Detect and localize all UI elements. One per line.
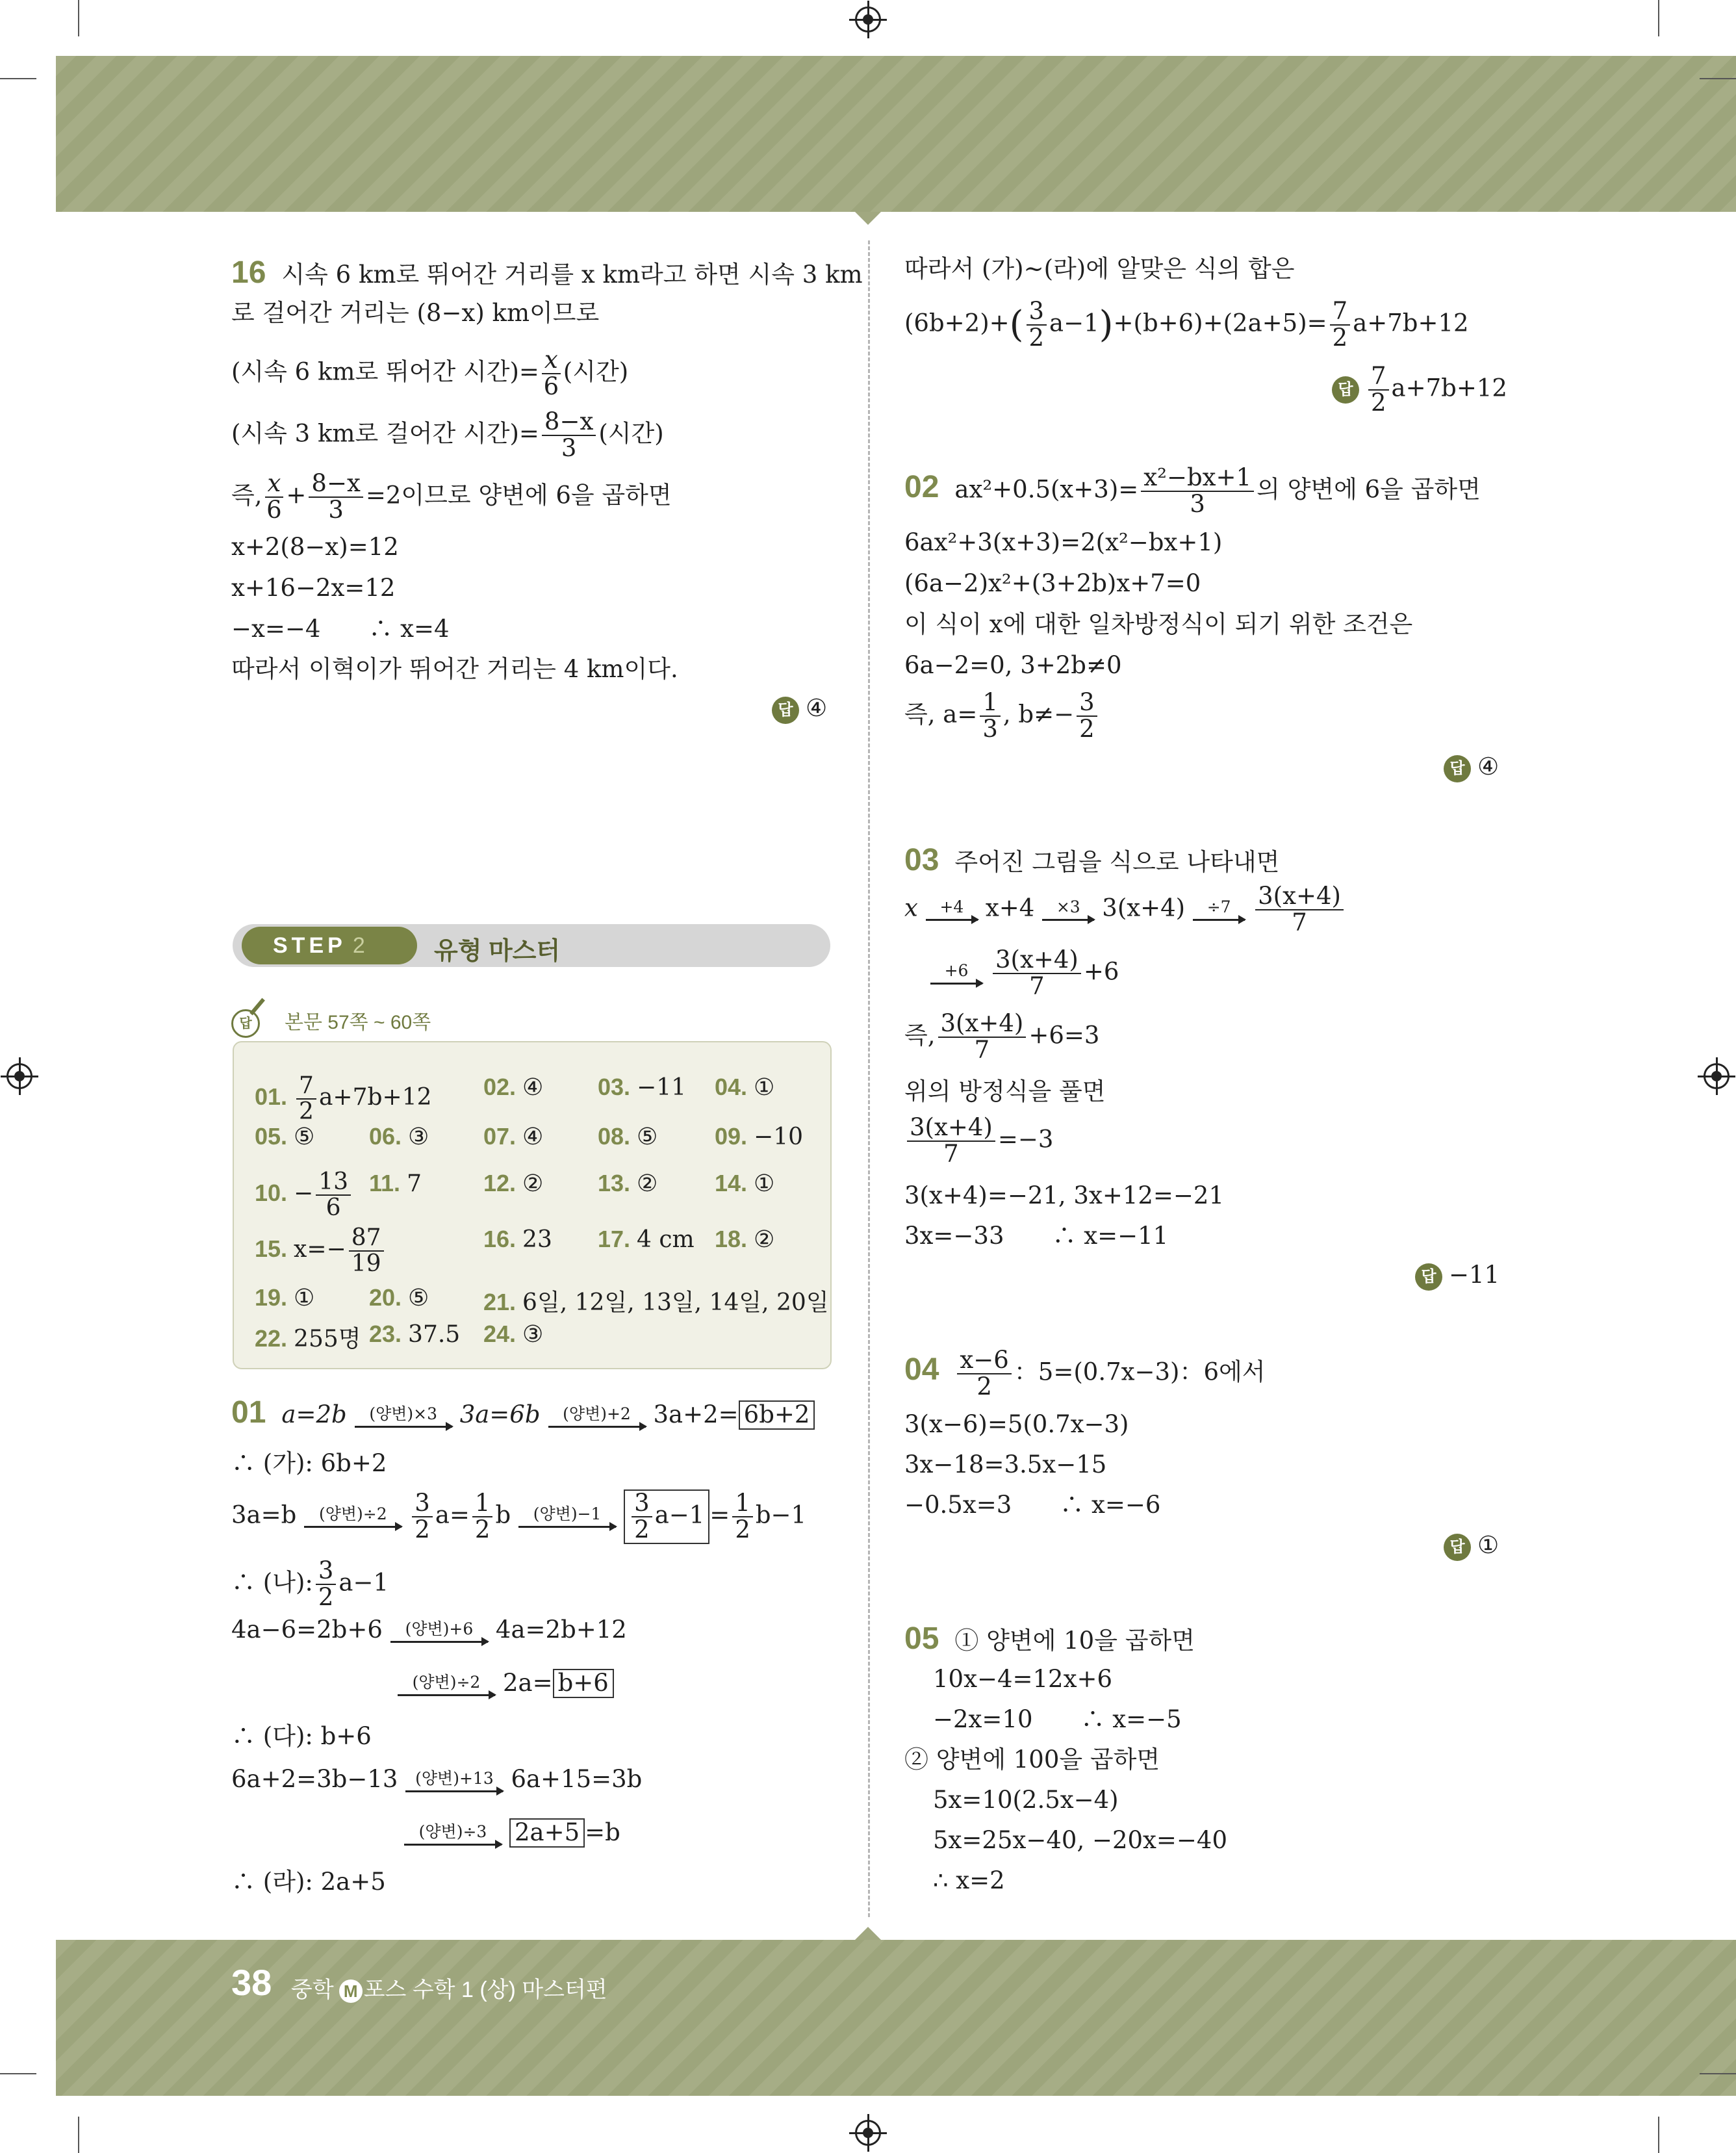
crop-mark [0,78,36,79]
answer-item: 08. ⑤ [598,1123,658,1150]
crop-mark [1700,78,1736,79]
answer-item: 22. 255명 [255,1325,361,1352]
problem-05-line4: ② 양변에 100을 곱하면 [904,1746,1160,1773]
problem-16-line5: 즉, $\frac{x}{6}$ + $\frac{8-x}{3}$ =2이므로 양변에 6을 곱하면 [231,469,672,524]
problem-05-line1: 05 ① 양변에 10을 곱하면 [904,1621,1195,1656]
problem-16-line9: 따라서 이혁이가 뛰어간 거리는 4 km이다. [231,655,678,683]
problem-16-line7: x+16−2x=12 [231,574,396,602]
registration-mark-icon [1704,1063,1730,1089]
book-title: 중학 M 포스 수학 1 (상) 마스터편 [291,1978,607,2002]
problem-03-line5: $\frac{3(x+4)}{7}$ =−3 [904,1115,1053,1167]
answer-item: 12. ② [483,1170,544,1197]
answer-item: 13. ② [598,1170,658,1197]
problem-16-line3: (시속 6 km로 뛰어간 시간)= $\frac{x}{6}$ (시간) [231,346,629,400]
problem-number: 16 [231,255,266,290]
answer-item: 23. 37.5 [369,1321,461,1348]
blank-box-ga: 6b+2 [739,1400,815,1430]
problem-01-answer: 답 $\frac{7}{2}$ a+7b+12 [1332,364,1507,416]
problem-02-line1: 02 ax²+0.5(x+3)= $\frac{\text{x²−bx+1}}{3}$ 의 양변에 6을 곱하면 [904,463,1481,518]
problem-16-line6: x+2(8−x)=12 [231,533,399,561]
answer-item: 07. ④ [483,1123,544,1150]
blank-box-da: b+6 [553,1669,614,1698]
problem-04-answer: 답 ① [1444,1531,1499,1561]
header-notch [855,212,881,225]
problem-04-line1: 04 $\frac{x-6}{2}$ ：5=(0.7x−3)：6에서 [904,1346,1266,1400]
page-reference: 본문 57쪽 ~ 60쪽 [285,1012,431,1033]
problem-03-line4: 위의 방정식을 풀면 [904,1077,1106,1105]
problem-03-line6: 3(x+4)=−21, 3x+12=−21 [904,1181,1225,1209]
blank-box-na: $\frac{3}{2}$ a−1 [624,1489,709,1544]
registration-mark-icon [6,1063,32,1089]
problem-16-line1: 16 시속 6 km로 뛰어간 거리를 x km라고 하면 시속 3 km [231,255,863,290]
answer-badge-icon: 답 [772,697,799,724]
column-divider [868,240,870,1917]
crop-mark [78,0,79,36]
answer-item: 17. 4 cm [598,1226,695,1253]
sum-intro: 따라서 (가)~(라)에 알맞은 식의 합은 [904,255,1295,283]
problem-02-answer: 답 ④ [1444,753,1499,782]
answer-badge-icon: 답 [1444,755,1471,782]
answer-item: 05. ⑤ [255,1123,315,1150]
problem-03-answer: 답 −11 [1415,1261,1500,1291]
answer-item: 20. ⑤ [369,1284,429,1311]
answer-item: 15. x=− $\frac{87}{19}$ [255,1226,387,1276]
answer-item: 18. ② [715,1226,775,1253]
footer-notch [855,1927,881,1940]
crop-mark [1658,2117,1659,2153]
problem-04-line3: 3x−18=3.5x−15 [904,1450,1107,1478]
answer-item: 24. ③ [483,1321,544,1348]
problem-02-line4: 이 식이 x에 대한 일차방정식이 되기 위한 조건은 [904,610,1413,638]
answer-item: 19. ① [255,1284,315,1311]
answer-badge-icon: 답 [1332,376,1359,404]
problem-04-line4: −0.5x=3 ∴ x=−6 [904,1491,1161,1519]
problem-03-line7: 3x=−33 ∴ x=−11 [904,1222,1169,1250]
problem-01-row5: 4a−6=2b+6 (양변)+6 4a=2b+12 [231,1616,627,1644]
problem-05-line7: ∴ x=2 [933,1866,1005,1894]
answer-item: 14. ① [715,1170,775,1197]
header-band [56,56,1736,212]
problem-04-line2: 3(x−6)=5(0.7x−3) [904,1410,1129,1438]
problem-01-row1: 01 a=2b (양변)×3 3a=6b (양변)+2 3a+2= 6b+2 [231,1396,815,1430]
answer-item: 10. − $\frac{13}{6}$ [255,1170,353,1220]
problem-01-row2: ∴ (가): 6b+2 [231,1449,387,1477]
crop-mark [1700,2073,1736,2074]
problem-02-line2: 6ax²+3(x+3)=2(x²−bx+1) [904,528,1223,556]
problem-02-line3: (6a−2)x²+(3+2b)x+7=0 [904,569,1201,597]
registration-mark-icon [855,6,881,32]
problem-01-row7: ∴ (다): b+6 [231,1722,372,1750]
answer-item: 16. 23 [483,1226,552,1253]
crop-mark [1658,0,1659,36]
problem-02-line6: 즉, a= $\frac{1}{3}$ , b≠− $\frac{3}{2}$ [904,690,1100,742]
problem-05-line5: 5x=10(2.5x−4) [933,1786,1119,1814]
problem-05-line6: 5x=25x−40, −20x=−40 [933,1826,1227,1854]
problem-05-line2: 10x−4=12x+6 [933,1665,1112,1693]
problem-01-row4: ∴ (나): $\frac{3}{2}$ a−1 [231,1556,389,1611]
problem-16-line2: 로 걸어간 거리는 (8−x) km이므로 [231,299,600,327]
problem-03-line1: 03 주어진 그림을 식으로 나타내면 [904,843,1280,877]
answer-item: 02. ④ [483,1074,544,1101]
crop-mark [0,2073,36,2074]
problem-01-row6: (양변)÷2 2a= b+6 [390,1669,614,1698]
footer-band [56,1940,1736,2096]
answer-item: 09. −10 [715,1123,804,1150]
answer-item: 03. −11 [598,1074,687,1101]
answer-badge-icon: 답 [1415,1263,1442,1291]
problem-01-row8: 6a+2=3b−13 (양변)+13 6a+15=3b [231,1765,643,1793]
answer-item: 06. ③ [369,1123,429,1150]
blank-box-ra: 2a+5 [509,1818,585,1848]
answer-badge-icon: 답 [1444,1534,1471,1561]
problem-01-row3: 3a=b (양변)÷2 $\frac{3}{2}$ a= $\frac{1}{2}$ b (양변)−1 $\frac{3}{2}$ a−1 = $\frac{1}{2}$ b−1 [231,1489,807,1543]
answer-item: 21. 6일, 12일, 13일, 14일, 20일 [483,1289,829,1316]
problem-05-line3: −2x=10 ∴ x=−5 [933,1705,1182,1733]
problem-03-chain1: x +4 x+4 ×3 3(x+4) ÷7 $\frac{3(x+4)}{7}$ [904,884,1346,936]
problem-02-line5: 6a−2=0, 3+2b≠0 [904,651,1122,679]
answer-item: 01. $\frac{7}{2}$ a+7b+12 [255,1072,432,1125]
crop-mark [78,2117,79,2153]
step-title: 유형 마스터 [434,938,561,965]
answer-item: 04. ① [715,1074,775,1101]
problem-03-line3: 즉, $\frac{3(x+4)}{7}$ +6=3 [904,1009,1100,1064]
problem-16-line8: −x=−4 ∴ x=4 [231,615,450,643]
sum-equation: (6b+2)+( $\frac{3}{2}$ a−1)+(b+6)+(2a+5)= $\frac{7}{2}$ a+7b+12 [904,297,1469,352]
registration-mark-icon [855,2120,881,2146]
answer-magnifier-icon: 답 [231,1009,260,1038]
problem-16-line4: (시속 3 km로 걸어간 시간)= $\frac{8-x}{3}$ (시간) [231,407,664,462]
answer-item: 11. 7 [369,1170,422,1197]
problem-16-answer: 답 ④ [772,694,827,724]
problem-03-chain2: +6 $\frac{3(x+4)}{7}$ +6 [923,948,1119,999]
problem-01-row10: ∴ (라): 2a+5 [231,1868,386,1896]
page-number: 38 [231,1962,272,2003]
problem-01-row9: (양변)÷3 2a+5 =b [396,1818,620,1848]
step-label: STEP 2 [242,927,417,964]
mpos-logo-icon: M [339,1979,363,2003]
